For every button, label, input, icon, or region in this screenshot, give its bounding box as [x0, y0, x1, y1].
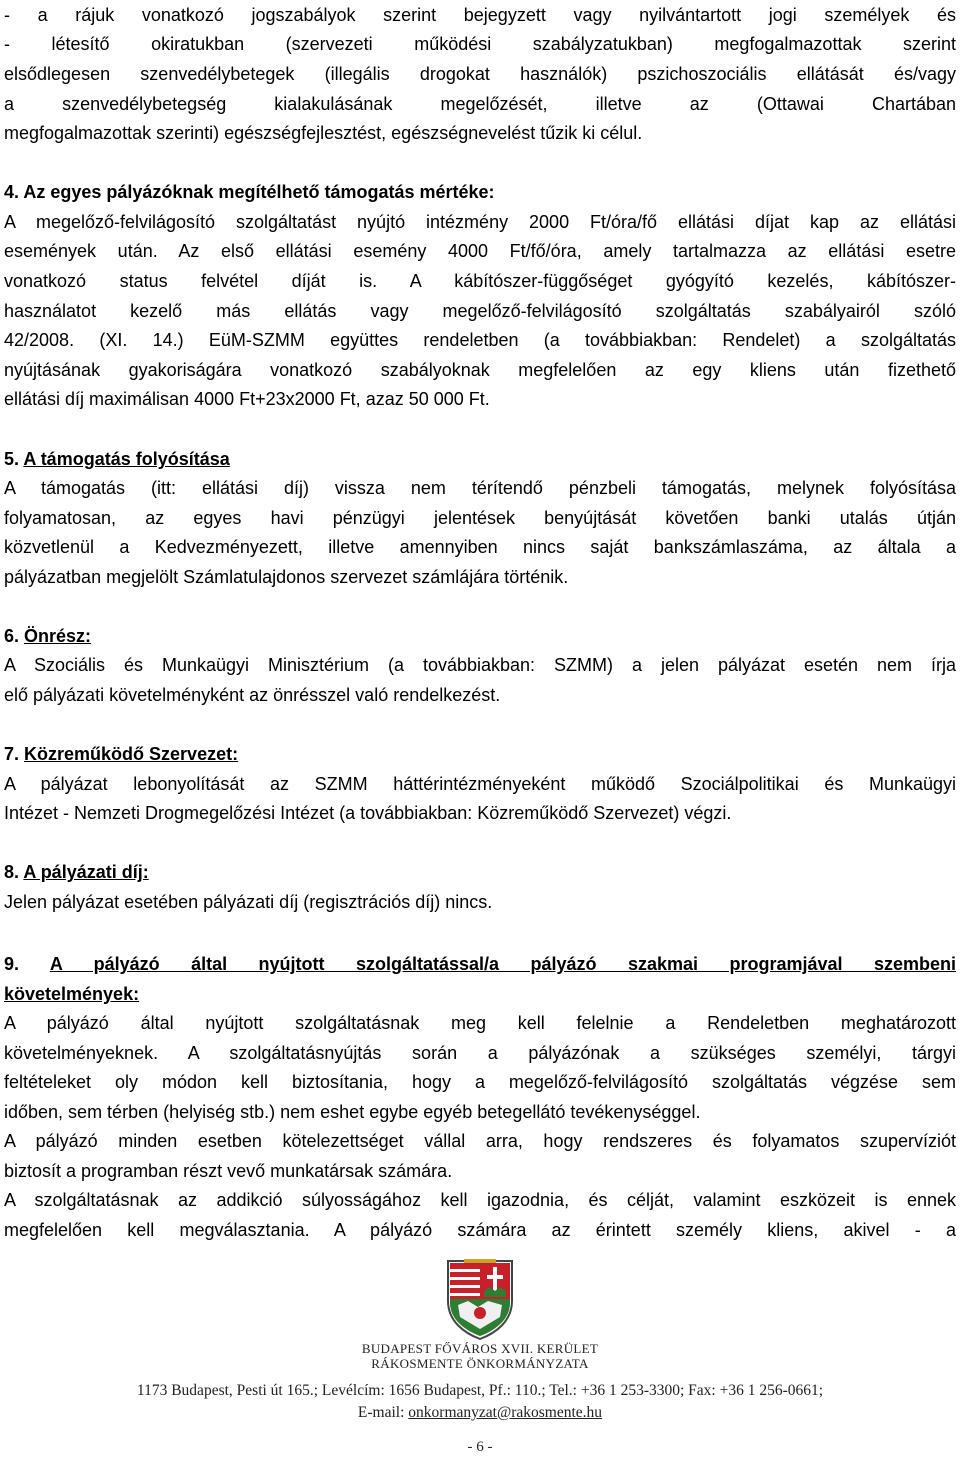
section-number: 8.: [4, 862, 20, 882]
section-number: 6.: [4, 626, 20, 646]
paragraph-line: időben, sem térben (helyiség stb.) nem eshet egybe egyéb betegellátó tevékenységgel.: [4, 1102, 701, 1122]
paragraph-line: feltételeket oly módon kell biztosítania, hogy a megelőző-felvilágosító szolgáltatás végzése sem: [4, 1072, 956, 1092]
paragraph-line: ellátási díj maximálisan 4000 Ft+23x2000 Ft, azaz 50 000 Ft.: [4, 389, 490, 409]
section-9-heading: [4, 949, 956, 979]
paragraph-line: pályázatban megjelölt Számlatulajdonos szervezet számlájára történik.: [4, 567, 569, 587]
section-7-heading: [4, 739, 956, 769]
paragraph-line: elsődlegesen szenvedélybetegek (illegális drogokat használók) pszichoszociális ellátását és/vagy: [4, 64, 956, 84]
section-number: 9.: [4, 954, 20, 974]
section-title: Közreműködő Szervezet:: [24, 744, 239, 764]
paragraph-line: megfelelően kell megválasztania. A pályázó számára az érintett személy kliens, akivel - a: [4, 1220, 956, 1240]
section-6-heading: [4, 621, 956, 651]
paragraph-line: A Szociális és Munkaügyi Minisztérium (a továbbiakban: SZMM) a jelen pályázat esetén nem írja: [4, 655, 956, 675]
paragraph-line: elő pályázati követelményként az önrésszel való rendelkezést.: [4, 685, 501, 705]
paragraph-line: - létesítő okiratukban (szervezeti működési szabályzatukban) megfogalmazottak szerint: [4, 34, 956, 54]
email-label: E-mail:: [357, 1404, 405, 1421]
org-name-line1: BUDAPEST FŐVÁROS XVII. KERÜLET: [361, 1341, 599, 1356]
section-number: 5.: [4, 449, 20, 469]
paragraph-line: - a rájuk vonatkozó jogszabályok szerint bejegyzett vagy nyilvántartott jogi személyek és: [4, 5, 956, 25]
email-link[interactable]: onkormanyzat@rakosmente.hu: [408, 1404, 603, 1421]
paragraph-line: A pályázó minden esetben kötelezettséget vállal arra, hogy rendszeres és folyamatos szupervíziót: [4, 1131, 956, 1151]
paragraph-line: A szolgáltatásnak az addikció súlyosságához kell igazodnia, és célját, valamint eszközeit is ennek: [4, 1190, 956, 1210]
footer-address: 1173 Budapest, Pesti út 165.; Levélcím: 1656 Budapest, Pf.: 110.; Tel.: +36 1 253-3300; Fax: +36 1 256-0661;: [136, 1382, 824, 1399]
paragraph-line: A támogatás (itt: ellátási díj) vissza nem térítendő pénzbeli támogatás, melynek folyósítása: [4, 478, 956, 498]
paragraph-line: használatot kezelő más ellátás vagy megelőző-felvilágosító szolgáltatás szabályairól szóló: [4, 301, 956, 321]
paragraph-line: megfogalmazottak szerinti) egészségfejlesztést, egészségnevelést tűzik ki célul.: [4, 123, 643, 143]
paragraph-line: A pályázat lebonyolítását az SZMM háttérintézményeként működő Szociálpolitikai és Munkaügyi: [4, 774, 956, 794]
paragraph-line: közvetlenül a Kedvezményezett, illetve amennyiben nincs saját bankszámlaszáma, az általa a: [4, 537, 956, 557]
section-title: követelmények:: [4, 984, 140, 1004]
section-number: 7.: [4, 744, 20, 764]
paragraph-line: Intézet - Nemzeti Drogmegelőzési Intézet (a továbbiakban: Közreműködő Szervezet) végzi.: [4, 803, 732, 823]
paragraph-line: 42/2008. (XI. 14.) EüM-SZMM együttes rendeletben (a továbbiakban: Rendelet) a szolgáltatás: [4, 330, 956, 350]
section-4-heading: 4. Az egyes pályázóknak megítélhető támogatás mértéke:: [4, 182, 495, 202]
paragraph-line: biztosít a programban részt vevő munkatársak számára.: [4, 1161, 453, 1181]
section-8-heading: [4, 857, 956, 887]
section-5-heading: [4, 444, 956, 474]
footer-email-line: [0, 1403, 960, 1423]
page-number: - 6 -: [467, 1439, 493, 1455]
section-title: A támogatás folyósítása: [23, 449, 230, 469]
section-9-heading-cont: [4, 979, 956, 1009]
coat-of-arms-icon: [444, 1257, 516, 1341]
paragraph-line: A megelőző-felvilágosító szolgáltatást nyújtó intézmény 2000 Ft/óra/fő ellátási díjat kap az ellátási: [4, 212, 956, 232]
paragraph-line: A pályázó által nyújtott szolgáltatásnak meg kell felelnie a Rendeletben meghatározott: [4, 1013, 956, 1033]
paragraph-line: vonatkozó status felvétel díját is. A kábítószer-függőséget gyógyító kezelés, kábítószer-: [4, 271, 956, 291]
paragraph-line: Jelen pályázat esetében pályázati díj (regisztrációs díj) nincs.: [4, 892, 493, 912]
section-title: A pályázati díj:: [23, 862, 149, 882]
paragraph-line: nyújtásának gyakoriságára vonatkozó szabályoknak megfelelően az egy kliens után fizethető: [4, 360, 956, 380]
section-title: A pályázó által nyújtott szolgáltatással/a pályázó szakmai programjával szembeni: [49, 954, 956, 974]
paragraph-line: követelményeknek. A szolgáltatásnyújtás során a pályázónak a szükséges személyi, tárgyi: [4, 1043, 956, 1063]
paragraph-line: folyamatosan, az egyes havi pénzügyi jelentések benyújtását követően banki utalás útján: [4, 508, 956, 528]
paragraph-line: események után. Az első ellátási esemény 4000 Ft/fő/óra, amely tartalmazza az ellátási esetre: [4, 241, 956, 261]
section-title: Önrész:: [24, 626, 92, 646]
org-name-line2: RÁKOSMENTE ÖNKORMÁNYZATA: [371, 1356, 589, 1371]
paragraph-line: a szenvedélybetegség kialakulásának megelőzését, illetve az (Ottawai Chartában: [4, 94, 956, 114]
